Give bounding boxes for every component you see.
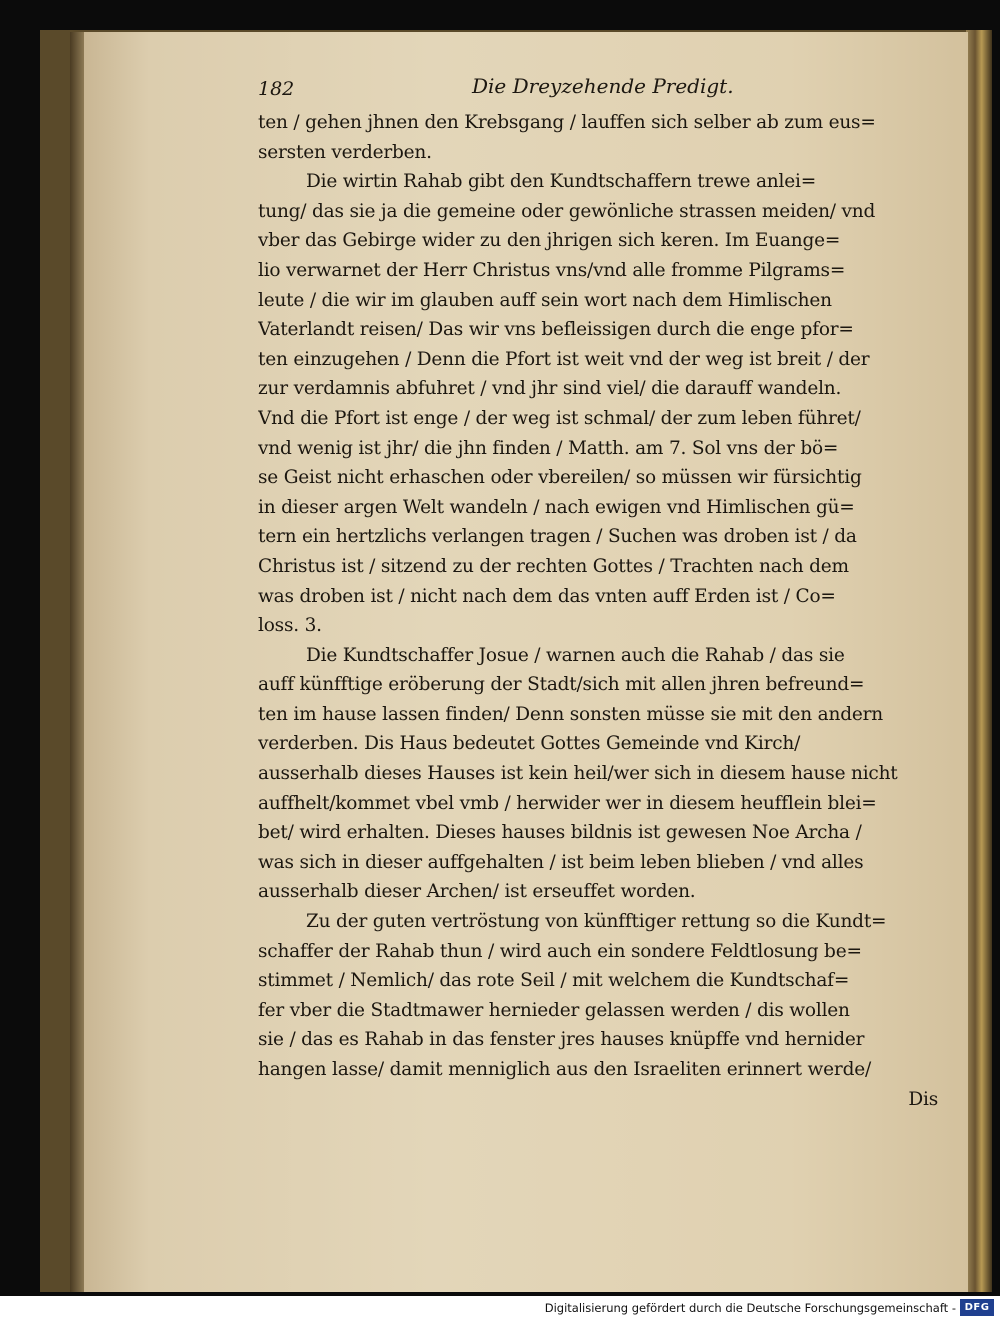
- text-line: leute / die wir im glauben auff sein wort nach dem Himlischen: [258, 289, 832, 311]
- page-edge-strip: [966, 30, 992, 1292]
- text-line: tung/ das sie ja die gemeine oder gewönliche strassen meiden/ vnd: [258, 200, 876, 222]
- text-line: zur verdamnis abfuhret / vnd jhr sind viel/ die darauff wandeln.: [258, 378, 842, 400]
- page-header: [258, 74, 944, 108]
- body-text: [258, 108, 944, 1085]
- text-line: vnd wenig ist jhr/ die jhn finden / Matth. am 7. Sol vns der bö=: [258, 437, 839, 459]
- text-line: vber das Gebirge wider zu den jhrigen sich keren. Im Euange=: [258, 230, 841, 252]
- text-line: ausserhalb dieses Hauses ist kein heil/wer sich in diesem hause nicht: [258, 763, 898, 785]
- text-line: stimmet / Nemlich/ das rote Seil / mit welchem die Kundtschaf=: [258, 970, 850, 992]
- book-gutter: [70, 32, 84, 1292]
- text-line: sie / das es Rahab in das fenster jres hauses knüpffe vnd hernider: [258, 1029, 865, 1051]
- text-line: auffhelt/kommet vbel vmb / herwider wer in diesem heufflein blei=: [258, 792, 877, 814]
- text-line: Die Kundtschaffer Josue / warnen auch die Rahab / das sie: [306, 644, 845, 666]
- text-line: was sich in dieser auffgehalten / ist beim leben blieben / vnd alles: [258, 851, 864, 873]
- footer-credit: Digitalisierung gefördert durch die Deutsche Forschungsgemeinschaft -: [544, 1301, 956, 1315]
- text-line: ten einzugehen / Denn die Pfort ist weit vnd der weg ist breit / der: [258, 348, 870, 370]
- text-line: tern ein hertzlichs verlangen tragen / Suchen was droben ist / da: [258, 526, 857, 548]
- text-line: schaffer der Rahab thun / wird auch ein sondere Feldtlosung be=: [258, 940, 862, 962]
- text-line: Zu der guten vertröstung von künfftiger rettung so die Kundt=: [306, 911, 887, 933]
- text-line: bet/ wird erhalten. Dieses hauses bildnis ist gewesen Noe Archa /: [258, 822, 862, 844]
- page-text-block: [258, 74, 944, 1114]
- text-line: ausserhalb dieser Archen/ ist erseuffet worden.: [258, 881, 696, 903]
- text-line: fer vber die Stadtmawer hernieder gelassen werden / dis wollen: [258, 999, 850, 1021]
- text-line: Die wirtin Rahab gibt den Kundtschaffern trewe anlei=: [306, 171, 816, 193]
- dfg-logo-icon: DFG: [960, 1299, 994, 1316]
- text-line: Vnd die Pfort ist enge / der weg ist schmal/ der zum leben führet/: [258, 407, 861, 429]
- text-line: ten im hause lassen finden/ Denn sonsten müsse sie mit den andern: [258, 703, 883, 725]
- text-line: in dieser argen Welt wandeln / nach ewigen vnd Himlischen gü=: [258, 496, 855, 518]
- text-line: loss. 3.: [258, 615, 322, 637]
- text-line: hangen lasse/ damit menniglich aus den Israeliten erinnert werde/: [258, 1059, 871, 1080]
- text-line: lio verwarnet der Herr Christus vns/vnd alle fromme Pilgrams=: [258, 259, 846, 281]
- text-line: ten / gehen jhnen den Krebsgang / lauffen sich selber ab zum eus=: [258, 112, 876, 133]
- text-line: verderben. Dis Haus bedeutet Gottes Gemeinde vnd Kirch/: [258, 733, 801, 755]
- page-number: 182: [258, 78, 295, 100]
- text-line: Vaterlandt reisen/ Das wir vns befleissigen durch die enge pfor=: [258, 319, 854, 341]
- catchword: Dis: [908, 1088, 938, 1110]
- text-line: was droben ist / nicht nach dem das vnten auff Erden ist / Co=: [258, 585, 836, 607]
- text-line: Christus ist / sitzend zu der rechten Gottes / Trachten nach dem: [258, 555, 849, 577]
- text-line: auff künfftige eröberung der Stadt/sich mit allen jhren befreund=: [258, 674, 865, 696]
- running-title: Die Dreyzehende Predigt.: [472, 74, 734, 98]
- text-line: se Geist nicht erhaschen oder vbereilen/ so müssen wir fürsichtig: [258, 467, 862, 489]
- text-line: sersten verderben.: [258, 141, 432, 163]
